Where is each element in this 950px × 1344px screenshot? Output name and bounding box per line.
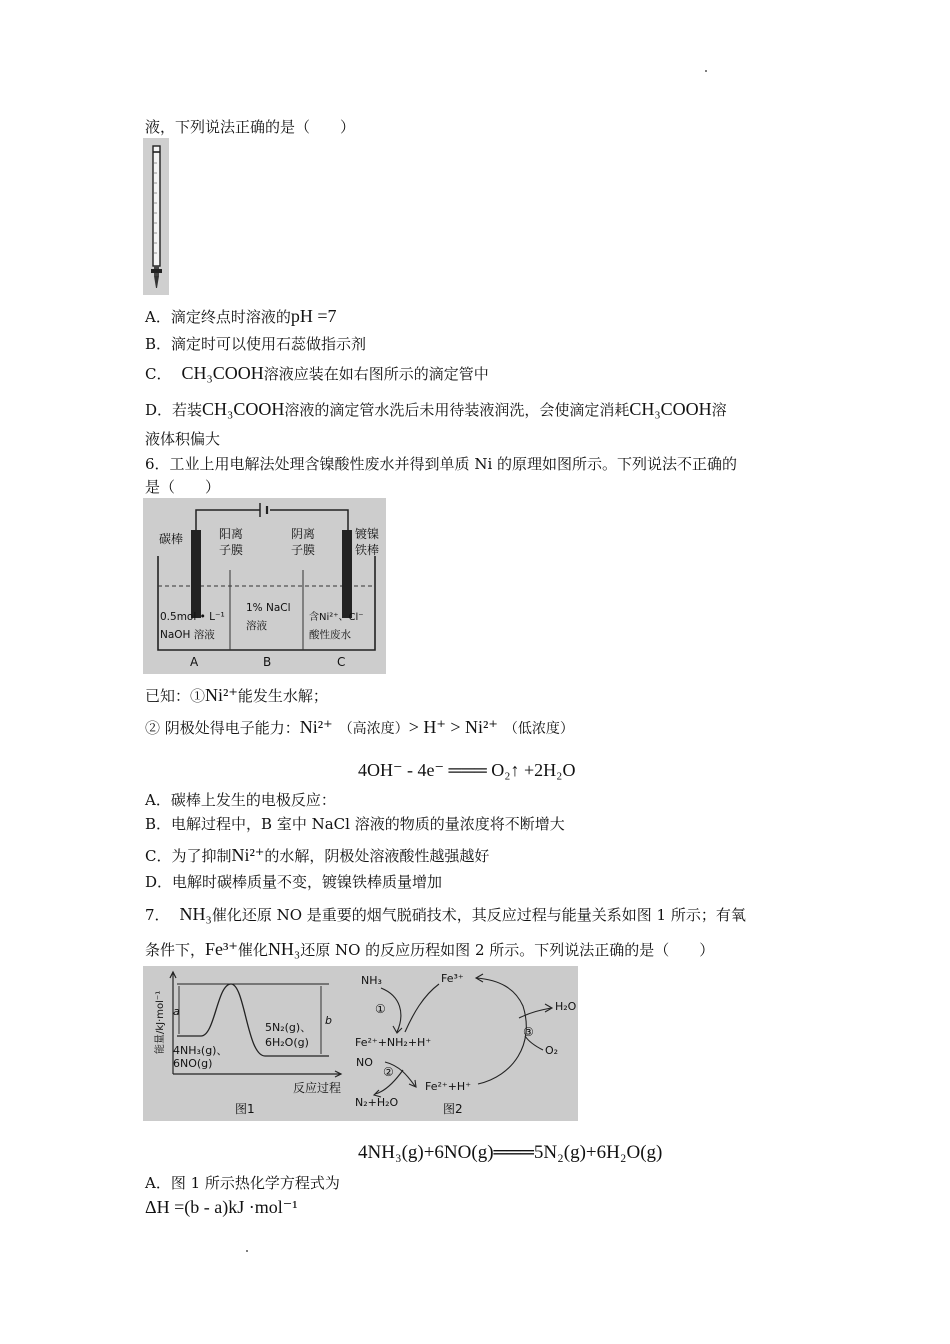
reaction-figures: [143, 966, 578, 1121]
energy-axis-label: 能量/kJ·mol⁻¹: [155, 990, 166, 1054]
room-b-solution-1: 1% NaCl: [246, 602, 291, 614]
q5-option-a: A．滴定终点时溶液的pH =7: [145, 306, 337, 326]
carbon-rod-label: 碳棒: [159, 532, 184, 546]
cycle-no: NO: [356, 1056, 373, 1069]
energy-label-a: a: [173, 1005, 180, 1018]
ammonia-formula: NH₃: [267, 939, 301, 959]
figure2-caption: 图2: [443, 1102, 463, 1116]
q6-option-b: B．电解过程中，B 室中 NaCl 溶液的物质的量浓度将不断增大: [145, 815, 565, 833]
nickel-iron-rod-label-1: 镀镍: [355, 527, 380, 541]
cycle-mid-left: Fe²⁺+NH₂+H⁺: [355, 1036, 432, 1049]
products-label-1: 5N₂(g)、: [265, 1021, 312, 1034]
reactants-label-2: 6NO(g): [173, 1057, 213, 1070]
q6-option-d: D．电解时碳棒质量不变，镀镍铁棒质量增加: [145, 873, 443, 891]
cation-membrane-label-1: 阳离: [219, 527, 244, 541]
step-3-marker: ③: [523, 1025, 534, 1039]
nickel-iron-rod-label-2: 铁棒: [355, 543, 380, 557]
q5-option-b: B．滴定时可以使用石蕊做指示剂: [145, 335, 367, 353]
reactants-label-1: 4NH₃(g)、: [173, 1044, 228, 1057]
cycle-fe3: Fe³⁺: [441, 972, 464, 985]
products-label-2: 6H₂O(g): [265, 1036, 309, 1049]
q6-stem-line1: 6．工业上用电解法处理含镍酸性废水并得到单质 Ni 的原理如图所示。下列说法不正确的: [145, 455, 738, 473]
room-c-solution-2: 酸性废水: [309, 629, 351, 641]
q5-option-d: D．若装CH₃COOH溶液的滴定管水洗后未用待装液润洗，会使滴定消耗CH₃COOH溶: [145, 399, 727, 419]
q5-option-c: C． CH₃COOH溶液应装在如右图所示的滴定管中: [145, 363, 489, 383]
room-b-solution-2: 溶液: [246, 620, 267, 632]
cation-membrane-label-2: 子膜: [219, 543, 244, 557]
cycle-nh3: NH₃: [361, 974, 382, 987]
cycle-n2-h2o: N₂+H₂O: [355, 1096, 399, 1109]
room-a-solution-1: 0.5mol • L⁻¹: [160, 611, 225, 623]
scan-dot: [705, 70, 707, 72]
q7-thermochemical-equation: 4NH₃(g)+6NO(g)═══5N₂(g)+6H₂O(g): [358, 1142, 663, 1163]
acetic-acid-formula: CH₃COOH: [629, 399, 712, 419]
iron-ion-formula: Fe³⁺: [205, 939, 238, 959]
cycle-bottom: Fe²⁺+H⁺: [425, 1080, 472, 1093]
room-c-label: C: [337, 655, 346, 669]
nickel-ion-formula: Ni²⁺: [205, 685, 238, 705]
ammonia-formula: NH₃: [179, 904, 212, 924]
q6-option-c: C．为了抑制Ni²⁺的水解，阴极处溶液酸性越强越好: [145, 845, 490, 865]
room-a-label: A: [190, 655, 199, 669]
energy-label-b: b: [325, 1014, 332, 1027]
q7-delta-h: ΔH =(b - a)kJ ·mol⁻¹: [145, 1197, 298, 1217]
nickel-ion-formula: Ni²⁺: [231, 845, 265, 865]
anion-membrane-label-1: 阴离: [291, 527, 316, 541]
step-2-marker: ②: [383, 1065, 394, 1079]
q5-option-d-wrap: 液体积偏大: [145, 430, 221, 448]
electron-ability-order: > H⁺ > Ni²⁺: [408, 717, 498, 737]
q6-stem-line2: 是（ ）: [145, 478, 221, 496]
acetic-acid-formula: CH₃COOH: [202, 399, 285, 419]
q7-stem-line1: 7． NH₃催化还原 NO 是重要的烟气脱硝技术，其反应过程与能量关系如图 1 所示；有氧: [145, 904, 746, 924]
scan-dot: [246, 1250, 248, 1252]
ph-formula: pH =7: [290, 306, 337, 326]
burette-image: [143, 138, 169, 295]
cycle-h2o: H₂O: [555, 1000, 577, 1013]
room-b-label: B: [263, 655, 272, 669]
room-c-solution-1: 含Ni²⁺、Cl⁻: [309, 612, 364, 623]
nickel-ion-formula: Ni²⁺: [299, 717, 333, 737]
reaction-progress-label: 反应过程: [293, 1081, 342, 1095]
anion-membrane-label-2: 子膜: [291, 543, 316, 557]
q5-stem-tail: 液，下列说法正确的是（ ）: [145, 118, 356, 136]
step-1-marker: ①: [375, 1002, 386, 1016]
q7-option-a: A．图 1 所示热化学方程式为: [145, 1174, 340, 1192]
q6-known-1: 已知：①Ni²⁺能发生水解；: [145, 685, 328, 705]
acetic-acid-formula: CH₃COOH: [181, 363, 264, 383]
q6-option-a: A．碳棒上发生的电极反应：: [145, 791, 336, 809]
cycle-o2: O₂: [545, 1044, 559, 1057]
q7-stem-line2: 条件下，Fe³⁺催化NH₃还原 NO 的反应历程如图 2 所示。下列说法正确的是（ ）: [145, 939, 715, 959]
electrolysis-diagram: [143, 498, 386, 674]
q6-electrode-equation: 4OH⁻ - 4e⁻ ═══ O₂↑ +2H₂O: [358, 760, 576, 780]
figure1-caption: 图1: [235, 1102, 255, 1116]
room-a-solution-2: NaOH 溶液: [160, 629, 215, 641]
q6-known-2: ② 阴极处得电子能力：Ni²⁺ （高浓度）> H⁺ > Ni²⁺ （低浓度）: [145, 717, 574, 737]
